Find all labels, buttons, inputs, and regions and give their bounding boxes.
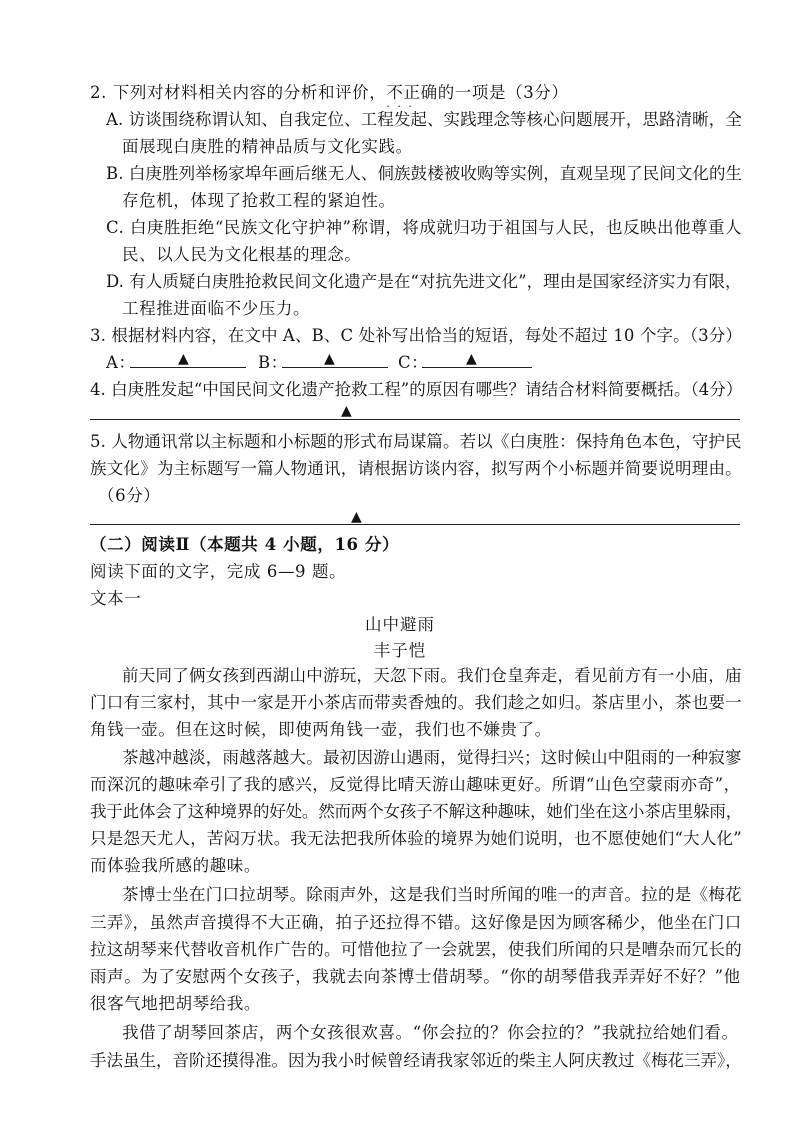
q5-answer-marker: ▲ — [351, 509, 362, 525]
q4-stem: 4. 白庚胜发起“中国民间文化遗产抢救工程”的原因有哪些？请结合材料简要概括。（4分） — [90, 380, 743, 399]
q2-option-c-line1: C. 白庚胜拒绝“民族文化守护神”称谓，将成就归功于祖国与人民，也反映出他尊重人 — [106, 218, 742, 237]
q2-option-d-line2: 工程推进面临不少压力。 — [122, 299, 311, 318]
q2-option-b-line1: B. 白庚胜列举杨家埠年画后继无人、侗族鼓楼被收购等实例，直观呈现了民间文化的生 — [106, 164, 743, 183]
q2-stem-emphasis: 不正确 · · · — [386, 83, 437, 102]
q3-b-label: B： — [258, 353, 288, 372]
p3-line4: 雨声。为了安慰两个女孩子，我就去向茶博士借胡琴。“你的胡琴借我弄弄好不好？”他 — [90, 967, 741, 986]
q3-c-label: C： — [398, 353, 429, 372]
q2-stem — [90, 82, 569, 104]
p2-line1: 茶越冲越淡，雨越落越大。最初因游山遇雨，觉得扫兴；这时候山中阻雨的一种寂寥 — [122, 748, 742, 767]
q3-a-marker: ▲ — [178, 351, 189, 367]
p3-line3: 拉这胡琴来代替收音机作广告的。可惜他拉了一会就罢，使我们所闻的只是嘈杂而冗长的 — [90, 940, 742, 959]
q4-answer-line[interactable] — [90, 419, 740, 420]
q2-option-d-line1: D. 有人质疑白庚胜抢救民间文化遗产是在“对抗先进文化”，理由是国家经济实力有限， — [106, 272, 742, 291]
p3-line5: 很客气地把胡琴给我。 — [90, 994, 261, 1013]
q3-b-marker: ▲ — [324, 351, 335, 367]
p2-line3: 我于此体会了这种境界的好处。然而两个女孩子不解这种趣味，她们坐在这小茶店里躲雨， — [90, 802, 743, 821]
q3-a-label: A： — [106, 353, 136, 372]
p1-line1: 前天同了俩女孩到西湖山中游玩，天忽下雨。我们仓皇奔走，看见前方有一小庙，庙 — [122, 666, 742, 685]
p2-line4: 只是怨天尤人，苦闷万状。我无法把我所体验的境界为她们说明，也不愿使她们“大人化” — [90, 829, 742, 848]
q4-answer-marker: ▲ — [341, 403, 352, 419]
p3-line1: 茶博士坐在门口拉胡琴。除雨声外，这是我们当时所闻的唯一的声音。拉的是《梅花 — [122, 885, 742, 904]
q5-stem-line1: 5. 人物通讯常以主标题和小标题的形式布局谋篇。若以《白庚胜：保持角色本色，守护民 — [90, 432, 742, 451]
q5-stem-line3: （6分） — [98, 486, 161, 505]
q2-option-c-line2: 民、以人民为文化根基的理念。 — [122, 245, 362, 264]
q2-option-b-line2: 存危机，体现了抢救工程的紧迫性。 — [122, 191, 396, 210]
text-label: 文本一 — [90, 589, 142, 608]
q2-stem-post: 的一项是（3分） — [437, 83, 569, 102]
section-heading: （二）阅读Ⅱ（本题共 4 小题，16 分） — [90, 535, 400, 554]
p4-line1: 我借了胡琴回茶店，两个女孩很欢喜。“你会拉的？你会拉的？”我就拉给她们看。 — [122, 1023, 739, 1042]
p1-line2: 门口有三家村，其中一家是开小茶店而带卖香烛的。我们趁之如归。茶店里小，茶也要一 — [90, 693, 742, 712]
q3-b-blank[interactable] — [282, 367, 388, 368]
q3-c-blank[interactable] — [422, 367, 532, 368]
q2-option-a-line2: 面展现白庚胜的精神品质与文化实践。 — [122, 137, 413, 156]
section-instruction: 阅读下面的文字，完成 6—9 题。 — [90, 562, 347, 581]
q3-c-marker: ▲ — [466, 351, 477, 367]
p2-line2: 而深沉的趣味牵引了我的感兴，反觉得比晴天游山趣味更好。所谓“山色空蒙雨亦奇”， — [90, 775, 741, 794]
article-title: 山中避雨 — [365, 615, 435, 634]
p2-line5: 而体验我所感的趣味。 — [90, 856, 261, 875]
p3-line2: 三弄》，虽然声音摸得不大正确，拍子还拉得不错。这好像是因为顾客稀少，他坐在门口 — [90, 913, 742, 932]
p4-line2: 手法虽生，音阶还摸得准。因为我小时候曾经请我家邻近的柴主人阿庆教过《梅花三弄》， — [90, 1051, 742, 1070]
article-author: 丰子恺 — [373, 641, 427, 660]
p1-line3: 角钱一壶。但在这时候，即使两角钱一壶，我们也不嫌贵了。 — [90, 720, 552, 739]
q2-stem-pre: 2. 下列对材料相关内容的分析和评价， — [90, 83, 387, 102]
q2-option-a-line1: A. 访谈围绕称谓认知、自我定位、工程发起、实践理念等核心问题展开，思路清晰，全 — [106, 110, 742, 129]
q5-stem-line2: 族文化》为主标题写一篇人物通讯，请根据访谈内容，拟写两个小标题并简要说明理由。 — [90, 459, 742, 478]
q3-a-blank[interactable] — [130, 367, 246, 368]
q5-answer-line[interactable] — [90, 524, 740, 525]
q3-stem: 3. 根据材料内容，在文中 A、B、C 处补写出恰当的短语，每处不超过 10 个字。（3分） — [90, 326, 742, 345]
